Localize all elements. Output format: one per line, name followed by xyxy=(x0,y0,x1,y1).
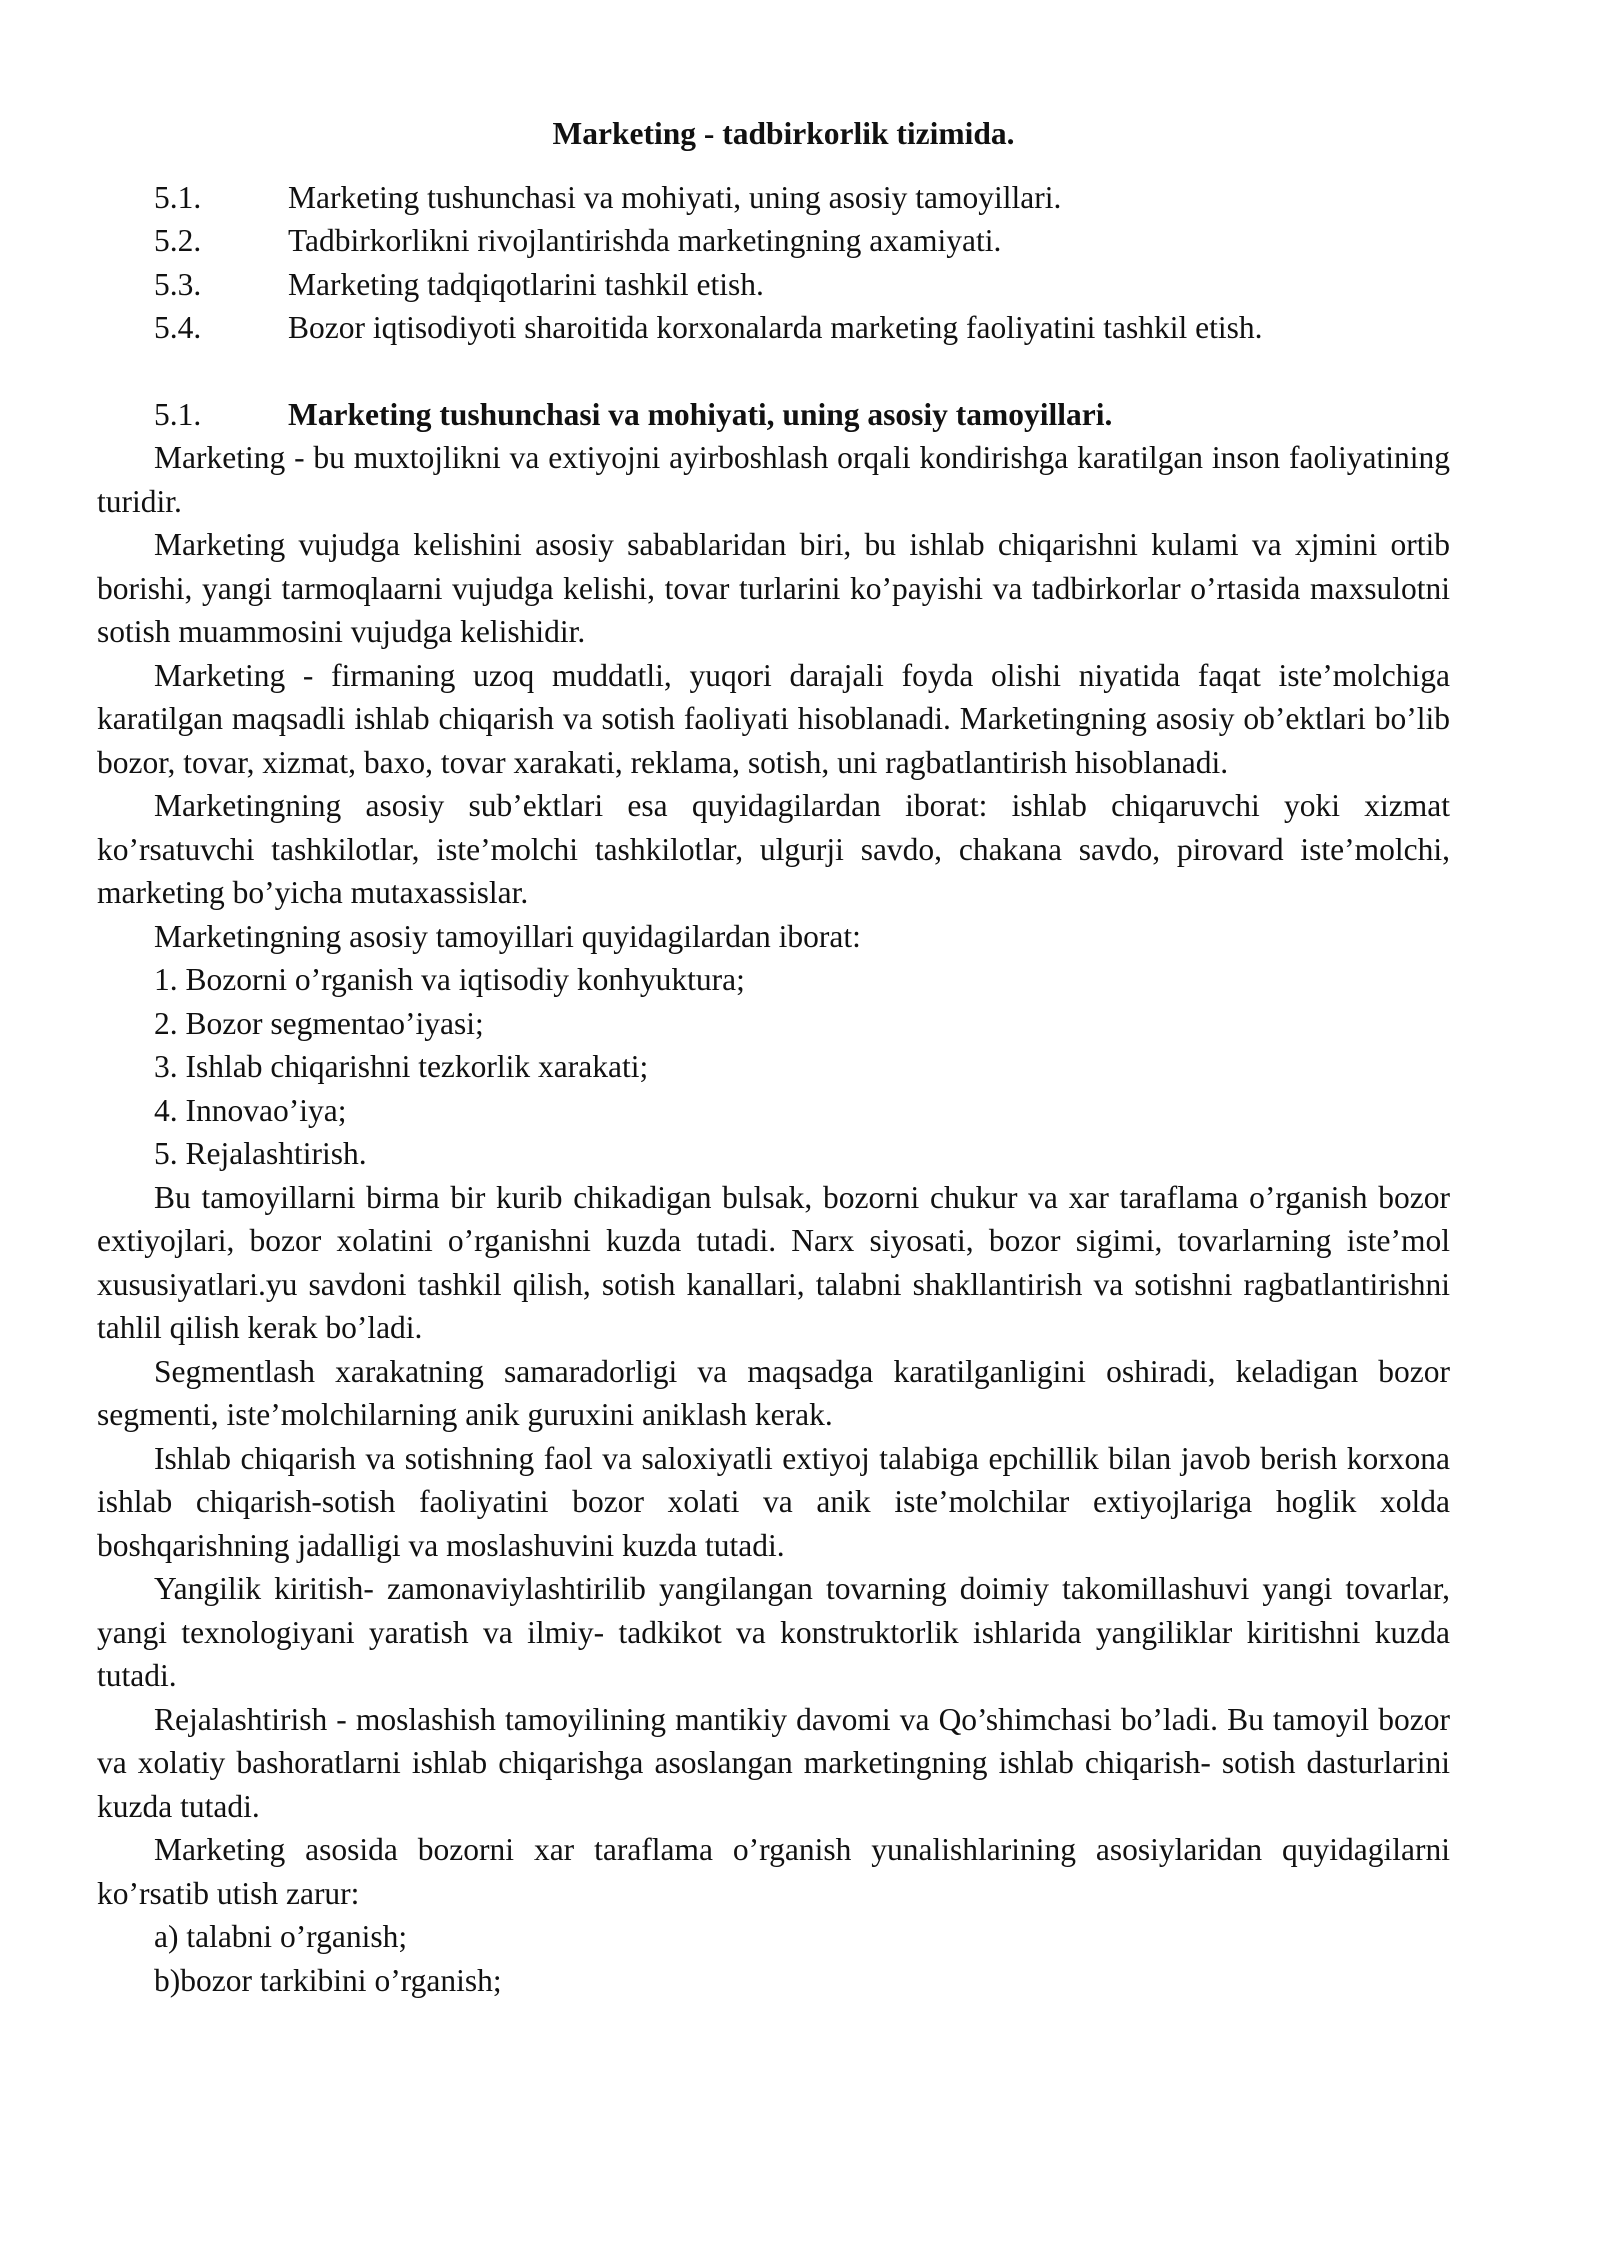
body-paragraph: Marketing vujudga kelishini asosiy sabablaridan biri, bu ishlab chiqarishni kulami va xjmini ortib borishi, yangi tarmoqlaarni vujudga kelishi, tovar turlarini ko’payishi va tadbirkorlar o’rtasida maxsulotni sotish muammosini vujudga kelishidir. xyxy=(97,527,1450,649)
body-paragraph: Bu tamoyillarni birma bir kurib chikadigan bulsak, bozorni chukur va xar taraflama o’rganish bozor extiyojlari, bozor xolatini o’rganishni kuzda tutadi. Narx siyosati, bozor sigimi, tovarlarning iste’mol xususiyatlari.yu savdoni tashkil qilish, sotish kanallari, talabni shakllantirish va sotishni ragbatlantirishni tahlil qilish kerak bo’ladi. xyxy=(97,1179,1450,1345)
principle-item: 2. Bozor segmentao’iyasi; xyxy=(154,1005,484,1041)
section-title: Marketing tushunchasi va mohiyati, uning asosiy tamoyillari. xyxy=(288,396,1113,432)
direction-item: a) talabni o’rganish; xyxy=(154,1919,408,1954)
toc-item xyxy=(97,263,1450,307)
section-heading xyxy=(97,393,1450,437)
section-number: 5.1. xyxy=(154,396,202,432)
body-paragraph: Marketing - firmaning uzoq muddatli, yuqori darajali foyda olishi niyatida faqat iste’molchiga karatilgan maqsadli ishlab chiqarish va sotish faoliyati hisoblanadi. Marketingning asosiy ob’ektlari bo’lib bozor, tovar, xizmat, baxo, tovar xarakati, reklama, sotish, uni ragbatlantirish hisoblanadi. xyxy=(97,657,1450,780)
body-paragraph: Marketing - bu muxtojlikni va extiyojni ayirboshlash orqali kondirishga karatilgan inson faoliyatining turidir. xyxy=(97,440,1450,519)
principle-item: 1. Bozorni o’rganish va iqtisodiy konhyuktura; xyxy=(154,962,745,997)
toc-item xyxy=(97,219,1450,263)
toc-number: 5.1. xyxy=(154,179,202,215)
body-paragraph: Segmentlash xarakatning samaradorligi va maqsadga karatilganligini oshiradi, keladigan bozor segmenti, iste’molchilarning anik guruxini aniklash kerak. xyxy=(97,1353,1450,1432)
toc-item xyxy=(97,306,1450,350)
toc-item xyxy=(97,176,1450,220)
body-paragraph: Yangilik kiritish- zamonaviylashtirilib yangilangan tovarning doimiy takomillashuvi yangi tovarlar, yangi texnologiyani yaratish va ilmiy- tadkikot va konstruktorlik ishlarida yangiliklar kiritishni kuzda tutadi. xyxy=(97,1571,1450,1693)
toc-number: 5.3. xyxy=(154,266,202,302)
principle-item: 3. Ishlab chiqarishni tezkorlik xarakati; xyxy=(154,1049,649,1084)
body-paragraph: Marketing asosida bozorni xar taraflama o’rganish yunalishlarining asosiylaridan quyidagilarni ko’rsatib utish zarur: xyxy=(97,1832,1450,1911)
toc-text: Marketing tadqiqotlarini tashkil etish. xyxy=(288,266,764,302)
direction-item: b)bozor tarkibini o’rganish; xyxy=(154,1962,502,1998)
toc-text: Marketing tushunchasi va mohiyati, uning asosiy tamoyillari. xyxy=(288,179,1062,215)
body-paragraph: Rejalashtirish - moslashish tamoyilining mantikiy davomi va Qo’shimchasi bo’ladi. Bu tamoyil bozor va xolatiy bashoratlarni ishlab chiqarishga asoslangan marketingning ishlab chiqarish- sotish dasturlarini kuzda tutadi. xyxy=(97,1701,1450,1824)
principle-item: 4. Innovao’iya; xyxy=(154,1092,347,1128)
toc-text: Tadbirkorlikni rivojlantirishda marketingning axamiyati. xyxy=(288,223,1002,258)
toc-number: 5.2. xyxy=(154,223,202,258)
principle-item: 5. Rejalashtirish. xyxy=(154,1136,367,1171)
toc-number: 5.4. xyxy=(154,310,202,345)
toc-text: Bozor iqtisodiyoti sharoitida korxonalarda marketing faoliyatini tashkil etish. xyxy=(288,310,1263,345)
body-paragraph: Ishlab chiqarish va sotishning faol va saloxiyatli extiyoj talabiga epchillik bilan javob berish korxona ishlab chiqarish-sotish faoliyatini bozor xolati va anik iste’molchilar extiyojlariga hoglik xolda boshqarishning jadalligi va moslashuvini kuzda tutadi. xyxy=(97,1440,1450,1563)
body-paragraph: Marketingning asosiy tamoyillari quyidagilardan iborat: xyxy=(154,918,861,954)
document-title: Marketing - tadbirkorlik tizimida. xyxy=(552,116,1015,151)
body-paragraph: Marketingning asosiy sub’ektlari esa quyidagilardan iborat: ishlab chiqaruvchi yoki xizmat ko’rsatuvchi tashkilotlar, iste’molchi tashkilotlar, ulgurji savdo, chakana savdo, pirovard iste’molchi, marketing bo’yicha mutaxassislar. xyxy=(97,788,1450,910)
spacer xyxy=(97,350,1450,393)
table-of-contents xyxy=(97,176,1450,350)
